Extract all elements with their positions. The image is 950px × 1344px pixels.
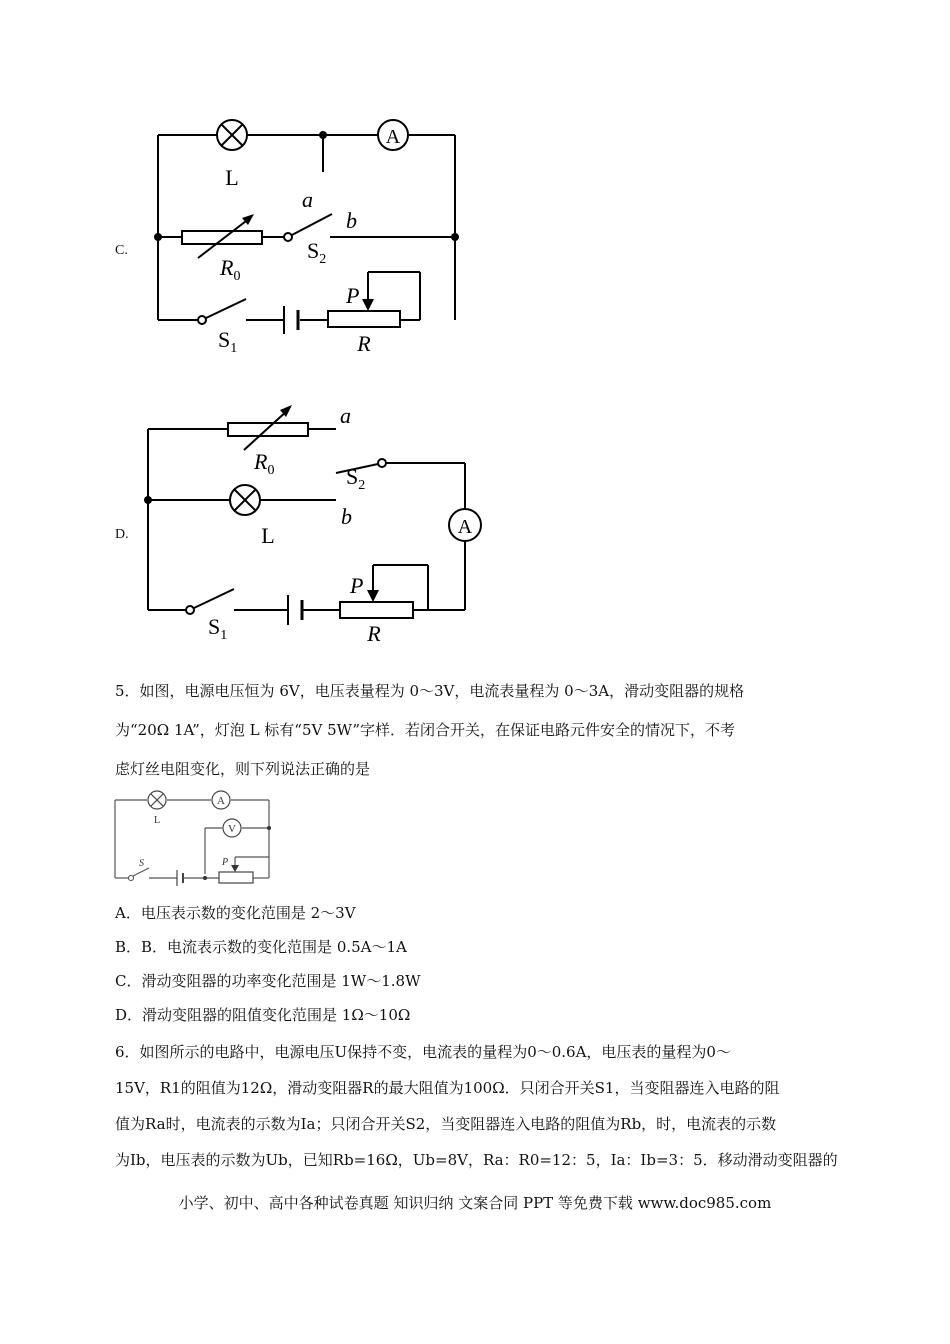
switch-s2-label: $S_2$ (307, 238, 327, 267)
q5-stem-line-3: 虑灯丝电阻变化，则下列说法正确的是 (115, 760, 371, 778)
slider-p-label: P (346, 283, 360, 308)
q5-option-b: B．B．电流表示数的变化范围是 0.5A～1A (115, 938, 407, 956)
terminal-b-label: b (346, 208, 357, 233)
ammeter-icon (378, 120, 408, 150)
battery-icon (284, 306, 298, 334)
circuit-figure-d (140, 395, 500, 650)
slider-p-label: P (350, 573, 364, 598)
r0-label: $R_0$ (254, 449, 275, 478)
option-d-label: D. (115, 527, 129, 542)
r0-label: $R_0$ (220, 255, 241, 284)
switch-s2-contact (284, 233, 292, 241)
switch-s1-label: $S_1$ (208, 614, 228, 643)
ammeter-label: A (217, 795, 225, 807)
terminal-a-label: a (302, 187, 313, 212)
battery-icon (288, 595, 302, 625)
ammeter-icon (449, 509, 481, 541)
switch-s-label: S (139, 858, 144, 869)
junction-dot (319, 131, 327, 139)
switch-s2-contact (378, 459, 386, 467)
terminal-a-label: a (340, 403, 351, 428)
voltmeter-label: V (228, 823, 236, 835)
rheostat-icon (328, 299, 400, 327)
lamp-label: L (153, 815, 161, 826)
option-c-label: C. (115, 243, 128, 258)
q6-stem-line-4: 为Ib，电压表的示数为Ub，已知Rb=16Ω，Ub=8V，Ra：R0=12：5，Ia：Ib=3：5．移动滑动变阻器的 (115, 1151, 838, 1169)
q6-stem-line-1: 6．如图所示的电路中，电源电压U保持不变，电流表的量程为0～0.6A，电压表的量程为0～ (115, 1043, 731, 1061)
q6-stem-line-3: 值为Ra时，电流表的示数为Ia；只闭合开关S2，当变阻器连入电路的阻值为Rb，时，电流表的示数 (115, 1115, 777, 1133)
battery-icon (177, 870, 183, 886)
q5-option-c: C．滑动变阻器的功率变化范围是 1W～1.8W (115, 972, 421, 990)
page-footer: 小学、初中、高中各种试卷真题 知识归纳 文案合同 PPT 等免费下载 www.doc985.com (178, 1194, 772, 1212)
junction-dot (451, 233, 459, 241)
lamp-icon (148, 791, 166, 809)
q5-stem-line-2: 为“20Ω 1A”，灯泡 L 标有“5V 5W”字样．若闭合开关，在保证电路元件安全的情况下，不考 (115, 721, 736, 739)
lamp-label: L (261, 523, 275, 548)
terminal-b-label: b (341, 504, 352, 529)
junction-dot (203, 876, 207, 880)
junction-dot (267, 826, 271, 830)
switch-s2-label: $S_2$ (346, 464, 366, 493)
q6-stem-line-2: 15V，R1的阻值为12Ω，滑动变阻器R的最大阻值为100Ω．只闭合开关S1，当变阻器连入电路的阻 (115, 1079, 780, 1097)
rheostat-label: R (357, 331, 371, 356)
ammeter-icon (212, 791, 230, 809)
variable-resistor-icon (228, 405, 308, 450)
ammeter-label: A (457, 516, 473, 538)
circuit-figure-q5 (113, 790, 283, 886)
q5-option-a: A．电压表示数的变化范围是 2～3V (115, 904, 356, 922)
q5-stem-line-1: 5．如图，电源电压恒为 6V，电压表量程为 0～3V，电流表量程为 0～3A，滑动变阻器的规格 (115, 682, 745, 700)
switch-s1-label: $S_1$ (218, 327, 238, 356)
slider-p-label: P (222, 857, 229, 868)
switch-s1-contact (198, 316, 206, 324)
switch-contact (129, 876, 134, 881)
variable-resistor-icon (182, 214, 262, 258)
lamp-label: L (225, 165, 239, 190)
junction-dot (154, 233, 162, 241)
q5-option-d: D．滑动变阻器的阻值变化范围是 1Ω～10Ω (115, 1006, 411, 1024)
lamp-icon (230, 485, 260, 515)
switch-s1-contact (186, 606, 194, 614)
rheostat-label: R (367, 621, 381, 646)
voltmeter-icon (223, 819, 241, 837)
lamp-icon (217, 120, 247, 150)
ammeter-label: A (385, 126, 401, 148)
junction-dot (144, 496, 152, 504)
circuit-figure-c (150, 110, 470, 360)
